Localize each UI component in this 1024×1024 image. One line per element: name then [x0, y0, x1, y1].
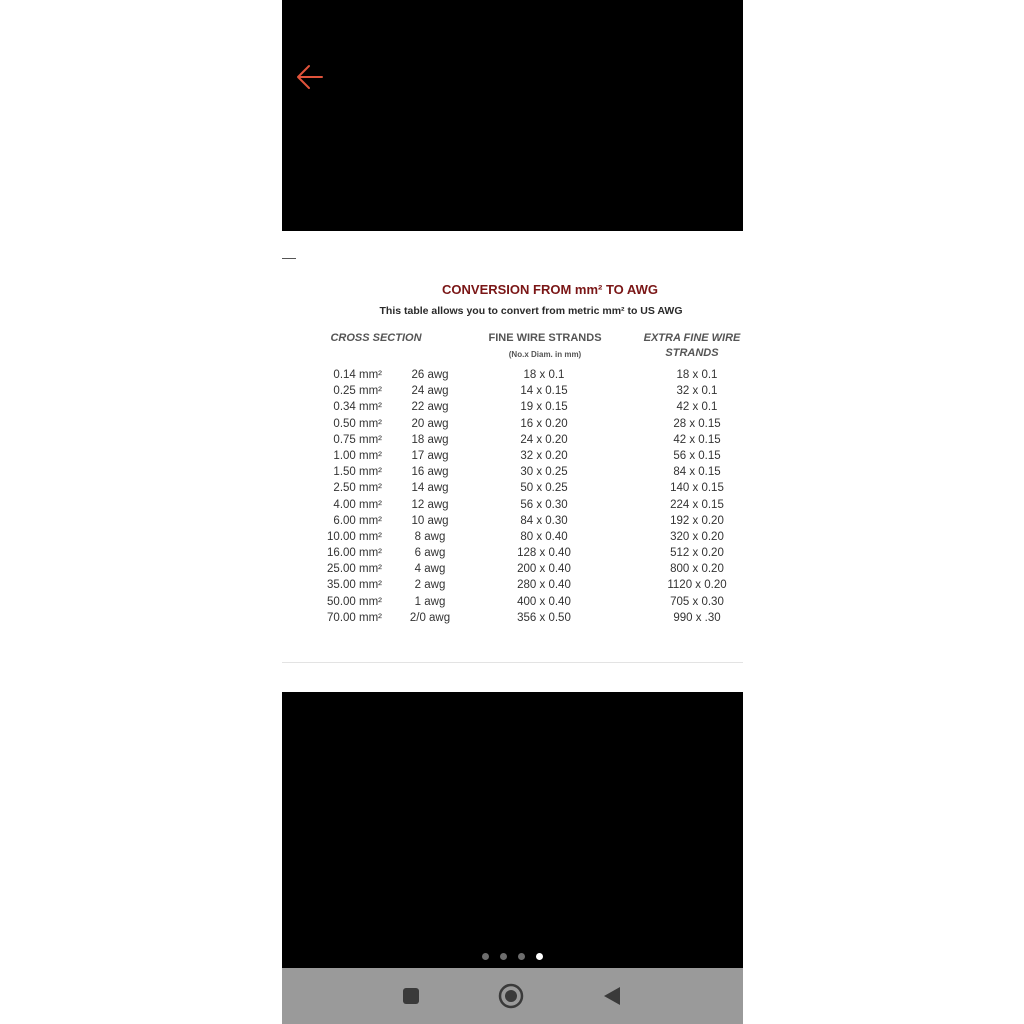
cell-awg: 24 awg — [411, 385, 449, 398]
header-extra-fine-line1: EXTRA FINE WIRE — [643, 332, 741, 344]
table-row — [282, 399, 743, 415]
cell-extra: 56 x 0.15 — [673, 449, 721, 462]
cell-fine: 14 x 0.15 — [520, 385, 568, 398]
cell-mm: 1.50 mm² — [333, 466, 382, 479]
cell-extra: 192 x 0.20 — [670, 514, 724, 527]
cell-extra: 705 x 0.30 — [670, 595, 724, 608]
cell-awg: 12 awg — [411, 498, 449, 511]
cell-mm: 50.00 mm² — [327, 595, 382, 608]
recents-button[interactable] — [397, 982, 425, 1010]
cell-awg: 20 awg — [411, 417, 449, 430]
cell-extra: 84 x 0.15 — [673, 466, 721, 479]
header-extra-fine — [627, 331, 743, 361]
circle-home-icon — [497, 982, 525, 1010]
cell-mm: 10.00 mm² — [327, 530, 382, 543]
image-edge-mark — [282, 258, 296, 259]
cell-fine: 80 x 0.40 — [520, 530, 568, 543]
table-row — [282, 464, 743, 480]
page-indicator — [282, 953, 743, 965]
cell-awg: 8 awg — [414, 530, 446, 543]
table-row — [282, 577, 743, 593]
cell-mm: 35.00 mm² — [327, 579, 382, 592]
table-row — [282, 432, 743, 448]
table-row — [282, 367, 743, 383]
cell-extra: 42 x 0.1 — [676, 401, 718, 414]
cell-extra: 1120 x 0.20 — [667, 579, 727, 592]
cell-fine: 19 x 0.15 — [520, 401, 568, 414]
table-row — [282, 448, 743, 464]
cell-awg: 14 awg — [411, 482, 449, 495]
cell-fine: 32 x 0.20 — [520, 449, 568, 462]
cell-fine: 18 x 0.1 — [523, 369, 565, 381]
cell-extra: 800 x 0.20 — [670, 563, 724, 576]
cell-fine: 84 x 0.30 — [520, 514, 568, 527]
back-button[interactable] — [294, 60, 328, 94]
cell-awg: 1 awg — [414, 595, 446, 608]
cell-awg: 2/0 awg — [409, 611, 451, 624]
cell-fine: 128 x 0.40 — [517, 547, 571, 560]
table-body — [282, 367, 743, 626]
triangle-back-icon — [598, 982, 626, 1010]
cell-extra: 140 x 0.15 — [670, 482, 724, 495]
cell-extra: 512 x 0.20 — [670, 547, 724, 560]
cell-fine: 50 x 0.25 — [520, 482, 568, 495]
cell-mm: 0.50 mm² — [333, 417, 382, 430]
cell-mm: 0.14 mm² — [333, 369, 382, 381]
cell-fine: 400 x 0.40 — [517, 595, 571, 608]
table-title: CONVERSION FROM mm² TO AWG — [442, 282, 658, 297]
page-dot[interactable] — [500, 953, 507, 960]
cell-fine: 16 x 0.20 — [520, 417, 568, 430]
cell-mm: 6.00 mm² — [333, 514, 382, 527]
cell-mm: 4.00 mm² — [333, 498, 382, 511]
cell-mm: 0.25 mm² — [333, 385, 382, 398]
cell-awg: 22 awg — [411, 401, 449, 414]
page-dot[interactable] — [518, 953, 525, 960]
table-row — [282, 513, 743, 529]
table-row — [282, 545, 743, 561]
table-row — [282, 610, 743, 626]
cell-awg: 2 awg — [414, 579, 446, 592]
cell-mm: 1.00 mm² — [333, 449, 382, 462]
cell-fine: 30 x 0.25 — [520, 466, 568, 479]
header-fine-wire-sub: (No.x Diam. in mm) — [508, 350, 582, 359]
table-row — [282, 480, 743, 496]
cell-mm: 16.00 mm² — [327, 547, 382, 560]
table-row — [282, 416, 743, 432]
cell-mm: 0.75 mm² — [333, 433, 382, 446]
system-back-button[interactable] — [598, 982, 626, 1010]
page-dot[interactable] — [482, 953, 489, 960]
header-fine-wire: FINE WIRE STRANDS — [488, 332, 602, 344]
cell-fine: 24 x 0.20 — [520, 433, 568, 446]
page-dot-active[interactable] — [536, 953, 543, 960]
conversion-table-image[interactable] — [282, 231, 743, 692]
system-navigation-bar — [282, 968, 743, 1024]
cell-awg: 10 awg — [411, 514, 449, 527]
image-edge-line — [282, 662, 743, 663]
table-row — [282, 529, 743, 545]
cell-extra: 18 x 0.1 — [676, 369, 718, 381]
image-viewer — [282, 0, 743, 1024]
cell-extra: 320 x 0.20 — [670, 530, 724, 543]
cell-mm: 0.34 mm² — [333, 401, 382, 414]
table-row — [282, 594, 743, 610]
cell-extra: 224 x 0.15 — [670, 498, 724, 511]
cell-extra: 28 x 0.15 — [673, 417, 721, 430]
arrow-left-icon — [294, 60, 328, 94]
home-button[interactable] — [497, 982, 525, 1010]
cell-awg: 16 awg — [411, 466, 449, 479]
header-cross-section: CROSS SECTION — [330, 332, 422, 344]
cell-fine: 356 x 0.50 — [517, 611, 571, 624]
header-extra-fine-line2: STRANDS — [665, 347, 719, 359]
cell-fine: 280 x 0.40 — [517, 579, 571, 592]
square-recents-icon — [397, 982, 425, 1010]
table-subtitle: This table allows you to convert from metric mm² to US AWG — [379, 305, 683, 317]
cell-fine: 200 x 0.40 — [517, 563, 571, 576]
table-row — [282, 383, 743, 399]
cell-awg: 6 awg — [414, 547, 446, 560]
cell-mm: 70.00 mm² — [327, 611, 382, 624]
table-row — [282, 561, 743, 577]
cell-awg: 4 awg — [414, 563, 446, 576]
cell-mm: 25.00 mm² — [327, 563, 382, 576]
cell-extra: 990 x .30 — [673, 611, 721, 624]
cell-mm: 2.50 mm² — [333, 482, 382, 495]
cell-extra: 42 x 0.15 — [673, 433, 721, 446]
cell-fine: 56 x 0.30 — [520, 498, 568, 511]
cell-awg: 26 awg — [411, 369, 449, 381]
cell-extra: 32 x 0.1 — [676, 385, 718, 398]
cell-awg: 17 awg — [411, 449, 449, 462]
table-row — [282, 497, 743, 513]
cell-awg: 18 awg — [411, 433, 449, 446]
